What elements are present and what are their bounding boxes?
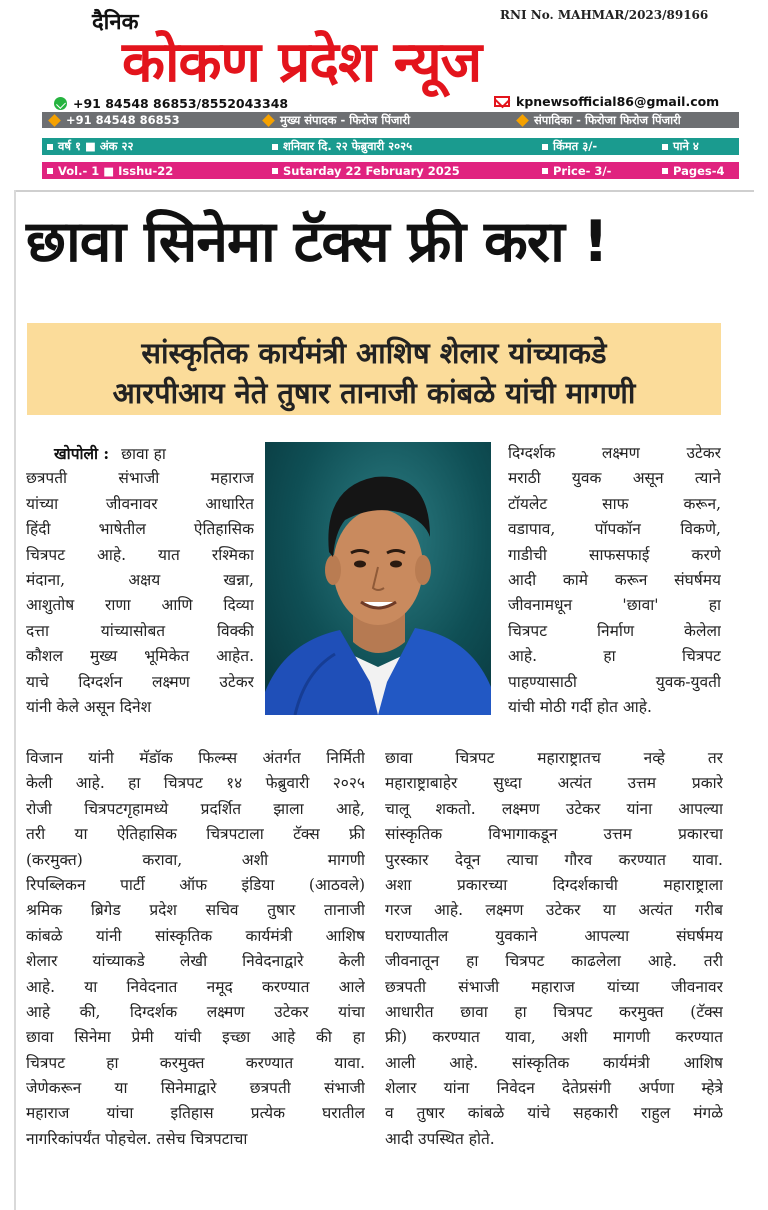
left-border <box>14 190 16 1210</box>
newspaper-title: कोकण प्रदेश न्यूज <box>122 30 482 95</box>
text-line: आली आहे. सांस्कृतिक कार्यमंत्री आशिष <box>385 1053 723 1072</box>
price-mr: किंमत ३/- <box>553 139 598 153</box>
square-bullet-icon <box>662 144 668 150</box>
whatsapp-icon <box>54 97 67 110</box>
text-line: आधारीत छावा हा चित्रपट करमुक्त (टॅक्स <box>385 1002 723 1021</box>
square-bullet-icon <box>272 168 278 174</box>
text-line: केली आहे. हा चित्रपट १४ फेब्रुवारी २०२५ <box>26 774 365 793</box>
text-line: आहे की, दिग्दर्शक लक्ष्मण उटेकर यांचा <box>26 1002 365 1021</box>
text-line: आशुतोष राणा आणि दिव्या <box>26 596 254 615</box>
diamond-bullet-icon <box>48 114 61 127</box>
text-line: सांस्कृतिक विभागाकडून उत्तम प्रकारचा <box>385 825 723 844</box>
subheadline-box <box>27 323 721 415</box>
year-issue: वर्ष १ ■ अंक २२ <box>58 139 134 153</box>
diamond-bullet-icon <box>516 114 529 127</box>
text-span: छावा हा <box>121 445 166 463</box>
english-issue-band <box>42 162 739 179</box>
text-line: चालू शकतो. लक्ष्मण उटेकर यांना आपल्या <box>385 799 723 818</box>
text-line: चित्रपट निर्माण केलेला <box>508 621 721 640</box>
text-line: मंदाना, अक्षय खन्ना, <box>26 570 254 589</box>
square-bullet-icon <box>542 144 548 150</box>
column-right-top <box>508 441 721 720</box>
editor: संपादिका - फिरोजा फिरोज पिंजारी <box>534 112 681 127</box>
text-line: छत्रपती संभाजी महाराज <box>26 469 254 488</box>
editor-band <box>42 112 739 128</box>
issue-date-mr: शनिवार दि. २२ फेब्रुवारी २०२५ <box>283 139 413 153</box>
column-right-bottom <box>385 746 723 1152</box>
mail-icon <box>494 96 510 107</box>
photo-portrait <box>265 442 491 715</box>
text-line: अशा प्रकारच्या दिग्दर्शकाची महाराष्ट्राला <box>385 875 723 894</box>
contact-email <box>494 94 719 109</box>
text-line: नागरिकांपर्यंत पोहचेल. तसेच चित्रपटाचा <box>26 1129 248 1148</box>
text-line: यांच्या जीवनावर आधारित <box>26 494 254 513</box>
text-line: दिग्दर्शक लक्ष्मण उटेकर <box>508 444 721 462</box>
text-line: जीवनातून हा चित्रपट काढलेला आहे. तरी <box>385 952 723 971</box>
issue-date-en: Sutarday 22 February 2025 <box>283 163 460 178</box>
contact-email-text: kpnewsofficial86@gmail.com <box>516 94 720 109</box>
band-phone: +91 84548 86853 <box>66 113 180 127</box>
text-line: दत्ता यांच्यासोबत विक्की <box>26 621 254 640</box>
rni-number: RNI No. MAHMAR/2023/89166 <box>500 8 709 22</box>
text-line: श्रमिक ब्रिगेड प्रदेश सचिव तुषार तानाजी <box>26 901 365 920</box>
text-line: रोजी चित्रपटगृहामध्ये प्रदर्शित झाला आहे, <box>26 799 365 818</box>
article-photo <box>265 442 491 715</box>
masthead-dainik: दैनिक <box>92 10 139 35</box>
page-divider <box>14 190 754 192</box>
text-line: यांची मोठी गर्दी होत आहे. <box>508 697 652 716</box>
text-line: छावा सिनेमा प्रेमी यांची इच्छा आहे की हा <box>26 1028 365 1047</box>
text-line: आदी कामे करून संघर्षमय <box>508 570 721 589</box>
square-bullet-icon <box>542 168 548 174</box>
text-line: जीवनामधून 'छावा' हा <box>508 596 721 615</box>
column-left-top <box>26 441 254 720</box>
column-left-bottom <box>26 746 365 1152</box>
text-line: (करमुक्त) करावा, अशी मागणी <box>26 850 365 869</box>
text-line: यांनी केले असून दिनेश <box>26 697 152 716</box>
text-line: जेणेकरून या सिनेमाद्वारे छत्रपती संभाजी <box>26 1079 365 1098</box>
text-line: आहे. या निवेदनात नमूद करण्यात आले <box>26 977 365 996</box>
text-line: चित्रपट आहे. यात रश्मिका <box>26 545 254 564</box>
diamond-bullet-icon <box>262 114 275 127</box>
square-bullet-icon <box>47 168 53 174</box>
square-bullet-icon <box>272 144 278 150</box>
text-line: चित्रपट हा करमुक्त करण्यात यावा. <box>26 1053 365 1072</box>
text-line: कौशल मुख्य भूमिकेत आहेत. <box>26 647 254 666</box>
text-line: छत्रपती संभाजी महाराज यांच्या जीवनावर <box>385 977 723 996</box>
chief-editor: मुख्य संपादक - फिरोज पिंजारी <box>280 112 411 127</box>
text-line: टॉयलेट साफ करून, <box>508 494 721 513</box>
vol-issue: Vol.- 1 ■ Isshu-22 <box>58 163 174 178</box>
subheadline-line-1: सांस्कृतिक कार्यमंत्री आशिष शेलार यांच्याकडे <box>141 336 607 370</box>
text-line: आदी उपस्थित होते. <box>385 1129 495 1148</box>
price-en: Price- 3/- <box>553 163 612 178</box>
text-line: पुरस्कार देवून त्याचा गौरव करण्यात यावा. <box>385 850 723 869</box>
text-line: पाहण्यासाठी युवक-युवती <box>508 672 721 691</box>
subheadline-line-2: आरपीआय नेते तुषार तानाजी कांबळे यांची मागणी <box>112 376 636 410</box>
text-line: व तुषार कांबळे यांचे सहकारी राहुल मंगळे <box>385 1104 723 1123</box>
square-bullet-icon <box>47 144 53 150</box>
text-line: महाराज यांचा इतिहास प्रत्येक घरातील <box>26 1104 365 1123</box>
text-line: छावा चित्रपट महाराष्ट्रातच नव्हे तर <box>385 749 723 767</box>
text-line <box>26 441 254 466</box>
text-line: शेलार यांना निवेदन देतेप्रसंगी अर्पणा म्हेत्रे <box>385 1079 723 1098</box>
text-line: कांबळे यांनी सांस्कृतिक कार्यमंत्री आशिष <box>26 926 365 945</box>
contact-phone <box>54 96 288 111</box>
text-line: फ्री) करण्यात यावा, अशी मागणी करण्यात <box>385 1028 723 1047</box>
text-line: याचे दिग्दर्शन लक्ष्मण उटेकर <box>26 672 254 691</box>
text-line: आहे. हा चित्रपट <box>508 647 721 666</box>
pages-mr: पाने ४ <box>673 139 699 153</box>
text-line: घराण्यातील युवकाने आपल्या संघर्षमय <box>385 926 723 945</box>
pages-en: Pages-4 <box>673 163 725 178</box>
text-line: हिंदी भाषेतील ऐतिहासिक <box>26 520 254 539</box>
contact-phone-text: +91 84548 86853/8552043348 <box>73 96 289 111</box>
article-headline: छावा सिनेमा टॅक्स फ्री करा ! <box>26 209 608 275</box>
dateline: खोपोली : <box>54 444 110 463</box>
text-line: महाराष्ट्राबाहेर सुध्दा अत्यंत उत्तम प्रकारे <box>385 774 723 793</box>
text-line: गाडीची साफसफाई करणे <box>508 545 721 564</box>
text-line: विजान यांनी मॅडॉक फिल्म्स अंतर्गत निर्मिती <box>26 749 365 767</box>
text-line: रिपब्लिकन पार्टी ऑफ इंडिया (आठवले) <box>26 875 365 894</box>
text-line: गरज आहे. लक्ष्मण उटेकर या अत्यंत गरीब <box>385 901 723 920</box>
text-line: वडापाव, पॉपकॉन विकणे, <box>508 520 721 539</box>
square-bullet-icon <box>662 168 668 174</box>
marathi-issue-band <box>42 138 739 155</box>
text-line: मराठी युवक असून त्याने <box>508 469 721 488</box>
text-line: शेलार यांच्याकडे लेखी निवेदनाद्वारे केली <box>26 952 365 971</box>
text-line: तरी या ऐतिहासिक चित्रपटाला टॅक्स फ्री <box>26 825 365 844</box>
